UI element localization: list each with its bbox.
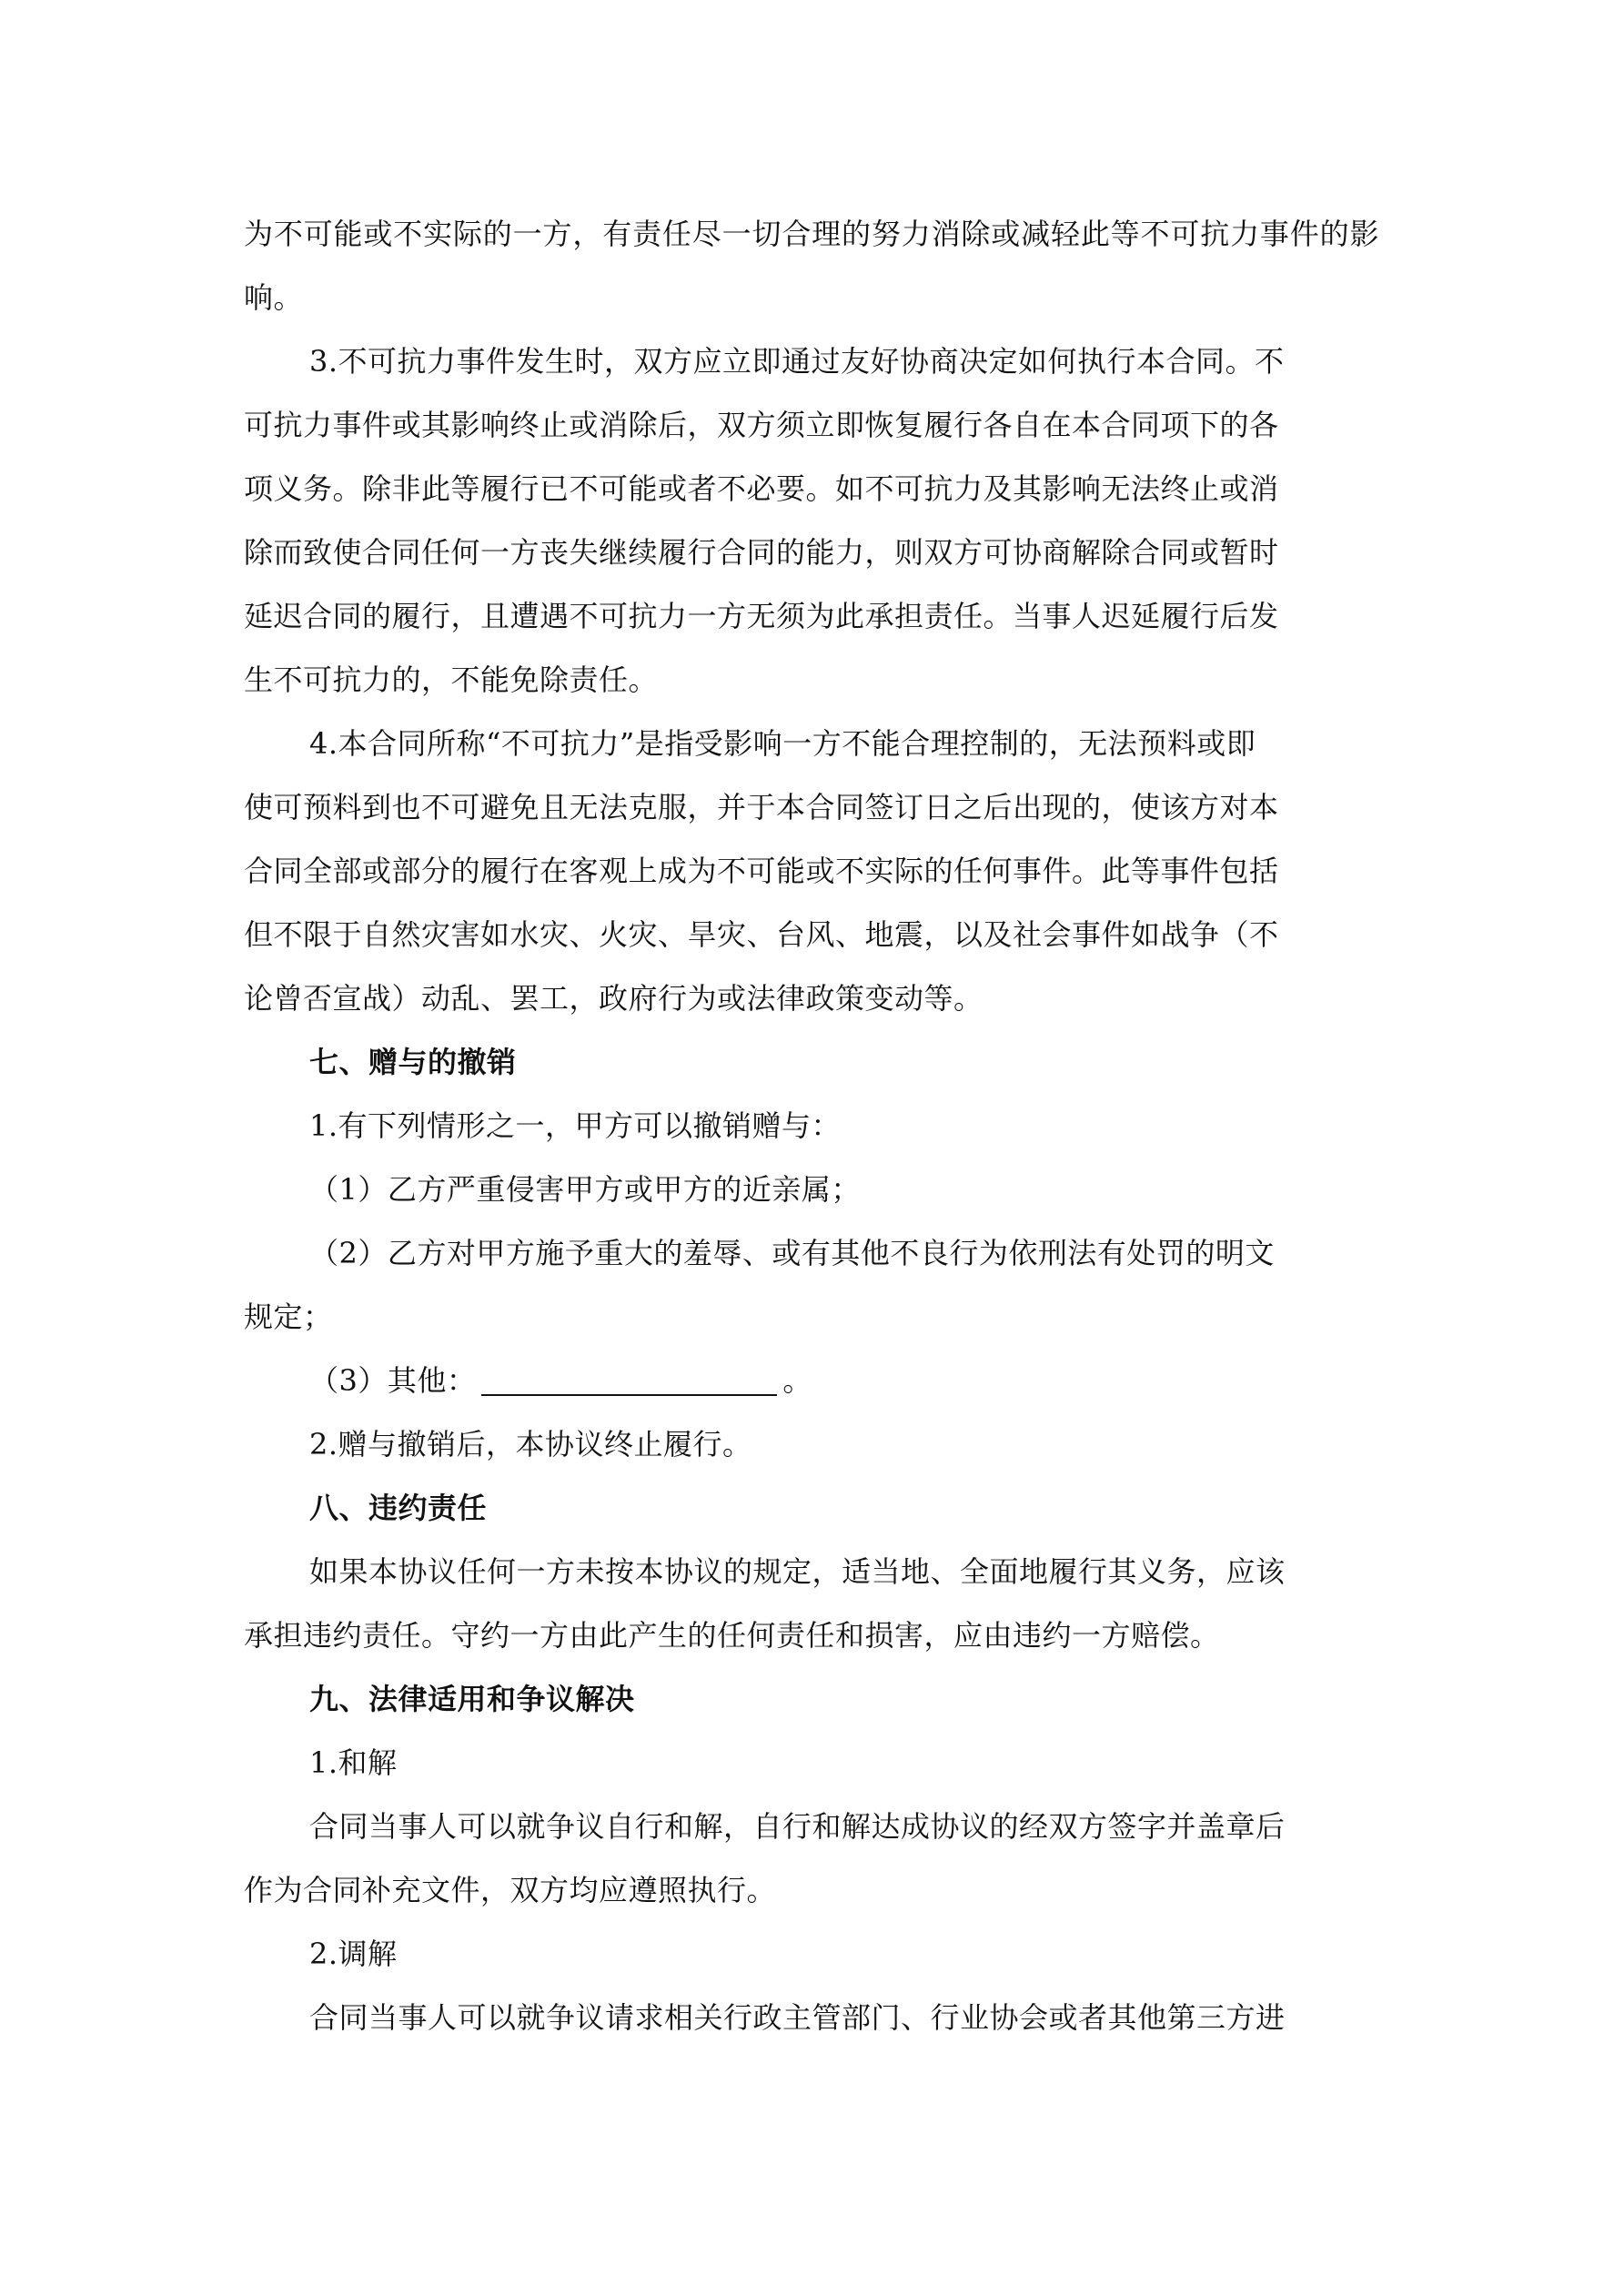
text-line: 项义务。除非此等履行已不可能或者不必要。如不可抗力及其影响无法终止或消 (244, 471, 1279, 506)
section-7-item-2 (244, 1412, 1379, 1476)
text-line: 承担违约责任。守约一方由此产生的任何责任和损害，应由违约一方赔偿。 (244, 1618, 1220, 1653)
text-line: 使可预料到也不可避免且无法克服，并于本合同签订日之后出现的，使该方对本 (244, 790, 1279, 824)
text-line: 如果本协议任何一方未按本协议的规定，适当地、全面地履行其义务，应该 (309, 1554, 1286, 1589)
text-line: 论曾否宣战）动乱、罢工，政府行为或法律政策变动等。 (244, 981, 983, 1016)
paragraph-continued (244, 202, 1379, 329)
document-body (244, 202, 1379, 2049)
section-7-subitem-2 (244, 1221, 1379, 1349)
section-8-paragraph (244, 1540, 1379, 1667)
text-line: 4.本合同所称“不可抗力”是指受影响一方不能合理控制的，无法预料或即 (309, 726, 1256, 761)
bottom-margin (0, 2187, 1624, 2296)
text-line: （1）乙方严重侵害甲方或甲方的近亲属； (309, 1172, 861, 1207)
section-heading-9: 九、法律适用和争议解决 (309, 1682, 635, 1716)
text-line: 合同全部或部分的履行在客观上成为不可能或不实际的任何事件。此等事件包括 (244, 854, 1279, 888)
text-line: 为不可能或不实际的一方，有责任尽一切合理的努力消除或减轻此等不可抗力事件的影响。 (244, 217, 1379, 315)
section-9-item-2-title (244, 1922, 1379, 1986)
paragraph-force-majeure-3 (244, 329, 1379, 712)
text-line: 2.赠与撤销后，本协议终止履行。 (309, 1427, 752, 1462)
text-line: 合同当事人可以就争议请求相关行政主管部门、行业协会或者其他第三方进 (309, 2000, 1286, 2035)
subitem-3-end-punctuation: 。 (782, 1363, 812, 1398)
text-line: 合同当事人可以就争议自行和解，自行和解达成协议的经双方签字并盖章后 (309, 1809, 1286, 1844)
text-line: 1.和解 (309, 1745, 398, 1780)
text-line: 除而致使合同任何一方丧失继续履行合同的能力，则双方可协商解除合同或暂时 (244, 535, 1279, 570)
text-line: 作为合同补充文件，双方均应遵照执行。 (244, 1873, 777, 1907)
section-9-item-1-text (244, 1795, 1379, 1922)
text-line: 可抗力事件或其影响终止或消除后，双方须立即恢复履行各自在本合同项下的各 (244, 408, 1279, 442)
subitem-3-label: （3）其他： (309, 1363, 477, 1398)
section-heading-8: 八、违约责任 (309, 1491, 488, 1525)
fill-in-blank-line (481, 1363, 777, 1396)
paragraph-force-majeure-4 (244, 712, 1379, 1030)
text-line: 规定； (244, 1300, 333, 1334)
text-line: 2.调解 (309, 1937, 398, 1971)
section-9-item-1-title (244, 1731, 1379, 1795)
section-7-subitem-1 (244, 1158, 1379, 1221)
section-heading-7: 七、赠与的撤销 (309, 1045, 517, 1079)
text-line: （2）乙方对甲方施予重大的羞辱、或有其他不良行为依刑法有处罚的明文 (309, 1236, 1275, 1270)
text-line: 3.不可抗力事件发生时，双方应立即通过友好协商决定如何执行本合同。不 (309, 344, 1285, 379)
text-line: 延迟合同的履行，且遭遇不可抗力一方无须为此承担责任。当事人迟延履行后发 (244, 599, 1279, 633)
text-line: 但不限于自然灾害如水灾、火灾、旱灾、台风、地震，以及社会事件如战争（不 (244, 917, 1279, 952)
section-7-item-1 (244, 1094, 1379, 1158)
section-7-subitem-3 (244, 1349, 1379, 1412)
section-9-item-2-text (244, 1986, 1379, 2049)
text-line: 1.有下列情形之一，甲方可以撤销赠与： (309, 1108, 842, 1143)
text-line: 生不可抗力的，不能免除责任。 (244, 663, 659, 697)
